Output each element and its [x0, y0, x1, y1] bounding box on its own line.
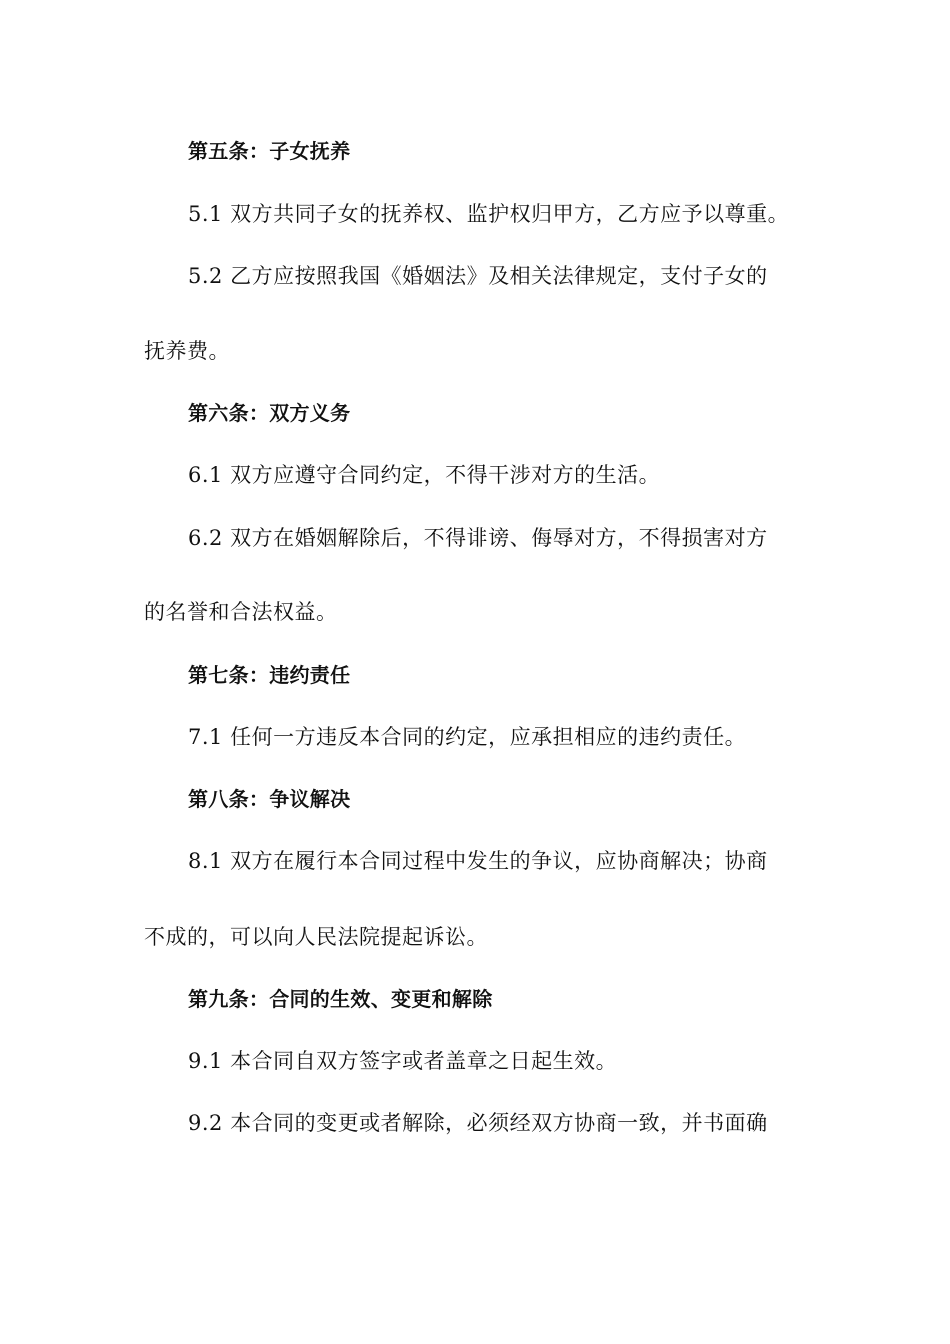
section-9-heading: 第九条：合同的生效、变更和解除	[188, 987, 493, 1011]
clause-7-1: 7.1 任何一方违反本合同的约定，应承担相应的违约责任。	[188, 725, 747, 749]
clause-8-1-continued: 不成的，可以向人民法院提起诉讼。	[144, 925, 488, 949]
section-7-heading: 第七条：违约责任	[188, 663, 351, 687]
clause-8-1: 8.1 双方在履行本合同过程中发生的争议，应协商解决；协商	[188, 849, 768, 873]
section-5-heading: 第五条：子女抚养	[188, 139, 351, 163]
clause-9-1: 9.1 本合同自双方签字或者盖章之日起生效。	[188, 1049, 618, 1073]
clause-9-2: 9.2 本合同的变更或者解除，必须经双方协商一致，并书面确	[188, 1111, 768, 1135]
section-6-heading: 第六条：双方义务	[188, 401, 351, 425]
section-8-heading: 第八条：争议解决	[188, 787, 351, 811]
clause-5-1: 5.1 双方共同子女的抚养权、监护权归甲方，乙方应予以尊重。	[188, 202, 790, 226]
clause-6-2-continued: 的名誉和合法权益。	[144, 600, 338, 624]
clause-5-2: 5.2 乙方应按照我国《婚姻法》及相关法律规定，支付子女的	[188, 264, 768, 288]
clause-6-2: 6.2 双方在婚姻解除后，不得诽谤、侮辱对方，不得损害对方	[188, 526, 768, 550]
clause-5-2-continued: 抚养费。	[144, 339, 230, 363]
clause-6-1: 6.1 双方应遵守合同约定，不得干涉对方的生活。	[188, 463, 661, 487]
